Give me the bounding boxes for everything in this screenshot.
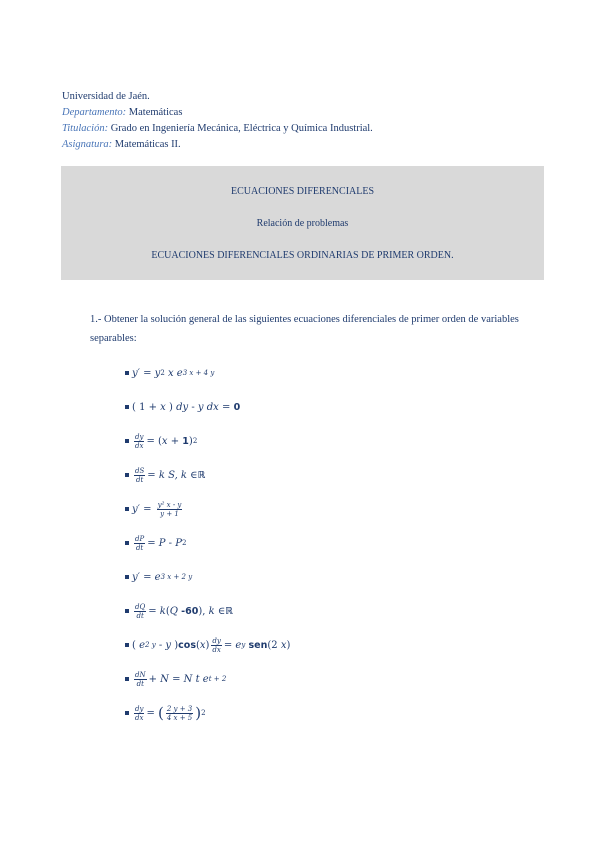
banner-title: ECUACIONES DIFERENCIALES: [230, 186, 375, 197]
equation-item: dy dx = ( 2 y + 3 4 x + 5 ) 2: [125, 696, 290, 730]
equation-item: dN dt + N = N t e t + 2: [125, 662, 290, 696]
equation-item: y′ = y² x - y y + 1: [125, 492, 290, 526]
title-banner: [61, 166, 544, 280]
department-line: [62, 105, 373, 121]
bullet-icon: [125, 575, 129, 579]
bullet-icon: [125, 677, 129, 681]
bullet-icon: [125, 439, 129, 443]
banner-topic: ECUACIONES DIFERENCIALES ORDINARIAS DE PRIMER ORDEN.: [151, 250, 454, 261]
equation-item: ( 1 + x ) dy - y dx = 0: [125, 390, 290, 424]
degree-line: [62, 121, 373, 137]
bullet-icon: [125, 507, 129, 511]
university-name: Universidad de Jaén.: [62, 91, 150, 102]
bullet-icon: [125, 643, 129, 647]
equation-item: y′ = e 3 x + 2 y: [125, 560, 290, 594]
bullet-icon: [125, 541, 129, 545]
equation-item: dQ dt = k ( Q -60 ), k ∈ ℝ: [125, 594, 290, 628]
department-label: Departamento:: [62, 107, 127, 118]
bullet-icon: [125, 711, 129, 715]
equation-item: dS dt = k S, k ∈ ℝ: [125, 458, 290, 492]
problem-statement: 1.- Obtener la solución general de las siguientes ecuaciones diferenciales de primer orden de variables separables:: [90, 314, 519, 344]
equation-list: [125, 356, 290, 730]
equation-item: dP dt = P - P 2: [125, 526, 290, 560]
bullet-icon: [125, 371, 129, 375]
subject-line: [62, 137, 373, 153]
equation-item: dy dx = ( x + 1 ) 2: [125, 424, 290, 458]
bullet-icon: [125, 405, 129, 409]
document-header: [62, 89, 373, 153]
banner-subtitle: Relación de problemas: [256, 218, 349, 229]
equation-item: y′ = y 2 x e 3 x + 4 y: [125, 356, 290, 390]
bullet-icon: [125, 609, 129, 613]
subject-label: Asignatura:: [62, 139, 113, 150]
equation-item: ( e 2 y - y ) cos ( x ) dy dx = e y sen (2 x ): [125, 628, 290, 662]
degree-label: Titulación:: [62, 123, 109, 134]
bullet-icon: [125, 473, 129, 477]
subject-value: Matemáticas II.: [114, 139, 181, 150]
degree-value: Grado en Ingeniería Mecánica, Eléctrica y Química Industrial.: [110, 123, 373, 134]
department-value: Matemáticas: [128, 107, 183, 118]
